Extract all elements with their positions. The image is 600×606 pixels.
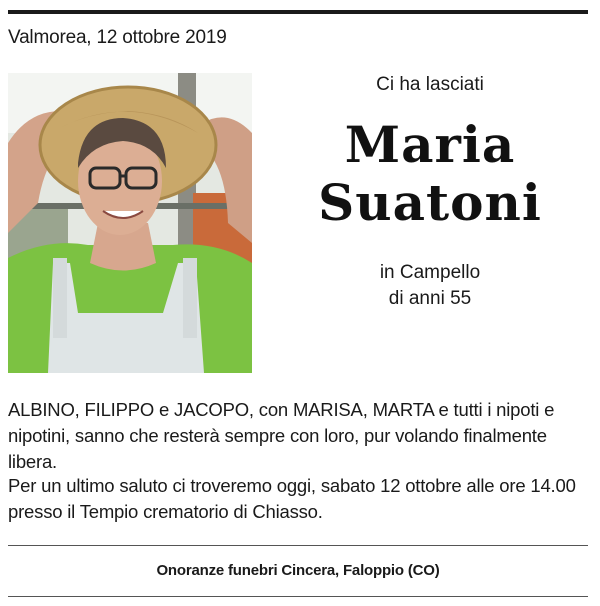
place-line: in Campello [379, 262, 481, 283]
place-and-age [300, 260, 560, 312]
portrait-image [8, 73, 252, 373]
place-date: Valmorea, 12 ottobre 2019 [8, 27, 227, 48]
deceased-name [300, 116, 560, 232]
age-line: di anni 55 [388, 288, 472, 309]
family-message: ALBINO, FILIPPO e JACOPO, con MARISA, MARTA e tutti i nipoti e nipotini, sanno che resterà sempre con loro, pur volando finalmente libera. [8, 399, 555, 472]
portrait-photo [8, 73, 252, 373]
intro-text: Ci ha lasciati [376, 74, 484, 95]
divider-top [8, 545, 588, 546]
service-message: Per un ultimo saluto ci troveremo oggi, sabato 12 ottobre alle ore 14.00 presso il Tempio crematorio di Chiasso. [8, 475, 576, 522]
divider-bottom [8, 596, 588, 597]
last-name: Suatoni [318, 173, 542, 232]
top-rule [8, 10, 588, 14]
first-name: Maria [344, 115, 516, 174]
funeral-home: Onoranze funebri Cincera, Faloppio (CO) [156, 562, 440, 579]
